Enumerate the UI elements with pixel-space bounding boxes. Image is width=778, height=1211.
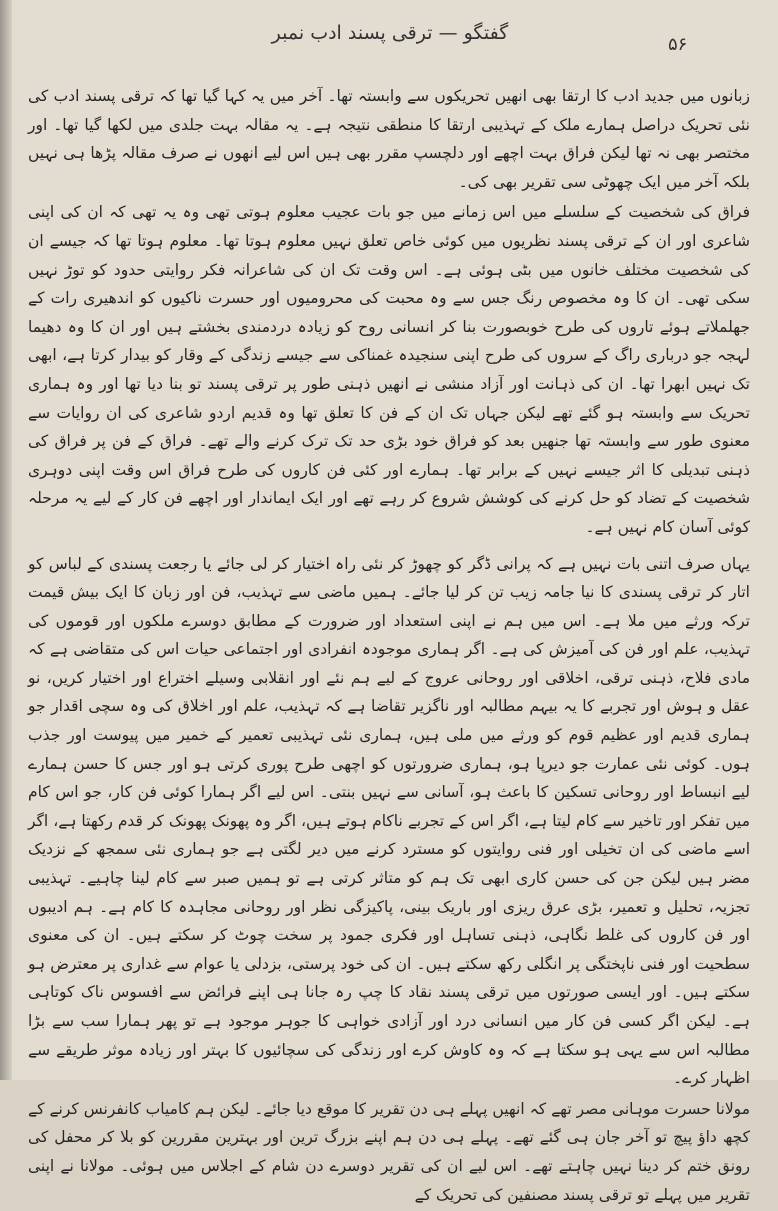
page-binding-shadow bbox=[0, 0, 12, 1080]
paragraph: فراق کی شخصیت کے سلسلے میں اس زمانے میں جو بات عجیب معلوم ہوتی تھی وہ یہ تھی کہ ان کی اپنی شاعری اور ان کے ترقی پسند نظریوں میں کوئی خاص تعلق نہیں معلوم ہوتا تھا۔ معلوم ہوتا تھا کہ جیسے ان کی شخصیت مختلف خانوں میں بٹی ہوئی ہے۔ اس وقت تک ان کی شاعرانہ فکر روایتی حدود کو توڑ نہیں سکی تھی۔ ان کا وہ مخصوص رنگ جس سے وہ محبت کی محرومیوں اور حسرت ناکیوں کو اندھیری رات کے جھلملاتے ہوئے تاروں کی طرح خوبصورت بنا کر انسانی روح کو زیادہ دردمندی بخشتے ہیں اور ان کا وہ دھیما لہجہ جو درباری راگ کے سروں کی طرح اپنی سنجیدہ غمناکی سے جیسے زندگی کے وقار کو بیدار کرتا ہے، ابھی تک نہیں ابھرا تھا۔ ان کی ذہانت اور آزاد منشی نے انھیں ذہنی طور پر ترقی پسند تو بنا دیا تھا اور وہ ہماری تحریک سے وابستہ ہو گئے تھے لیکن جہاں تک ان کے فن کا تعلق تھا وہ قدیم اردو شاعری کی ان روایات سے معنوی طور سے وابستہ تھا جنھیں بعد کو فراق خود بڑی حد تک ترک کرنے والے تھے۔ فراق کے فن پر فراق کی ذہنی تبدیلی کا اثر جیسے نہیں کے برابر تھا۔ ہمارے اور کئی فن کاروں کی طرح فراق اس وقت اپنی دوہری شخصیت کے تضاد کو حل کرنے کی کوشش شروع کر رہے تھے اور ایک ایماندار اور اچھے فن کار کے لیے یہ مرحلہ کوئی آسان کام نہیں ہے۔ bbox=[28, 203, 750, 536]
page-header bbox=[0, 22, 778, 58]
paragraph: مولانا حسرت موہانی مصر تھے کہ انھیں پہلے ہی دن تقریر کا موقع دیا جائے۔ لیکن ہم کامیاب کانفرنس کرنے کے کچھ داؤ پیچ تو آخر جان ہی گئے تھے۔ پہلے ہی دن ہم اپنے بزرگ ترین اور بہترین مقررین کو بلا کر محفل کی رونق ختم کر دینا نہیں چاہتے تھے۔ اس لیے ان کی تقریر دوسرے دن شام کے اجلاس میں ہوئی۔ مولانا نے اپنی تقریر میں پہلے تو ترقی پسند مصنفین کی تحریک کے bbox=[28, 1099, 750, 1204]
running-title: گفتگو — ترقی پسند ادب نمبر bbox=[271, 22, 509, 44]
body-text bbox=[28, 82, 750, 1211]
paragraph: یہاں صرف اتنی بات نہیں ہے کہ پرانی ڈگر کو چھوڑ کر نئی راہ اختیار کر لی جائے یا رجعت پسندی کے لباس کو اتار کر ترقی پسندی کا نیا جامہ زیب تن کر لیا جائے۔ ہمیں ماضی سے تہذیب، فن اور زبان کا ایک بیش قیمت ترکہ ورثے میں ملا ہے۔ اس میں ہم نے اپنی استعداد اور ضرورت کے مطابق دوسرے ملکوں اور قوموں کی تہذیب، علم اور فن کی آمیزش کی ہے۔ اگر ہماری موجودہ انفرادی اور اجتماعی حیات اس کی متقاضی ہے کہ مادی فلاح، ذہنی ترقی، اخلاقی اور روحانی عروج کے لیے ہم نئے اور انقلابی وسیلے اختراع اور اختیار کریں، نو عقل و ہوش اور تجربے کا یہ بیہم مطالبہ اور ناگزیر تقاضا ہے کہ تہذیب، علم اور اخلاق کی وہ سچی اقدار جو ہماری قدیم اور عظیم قوم کو ورثے میں ملی ہیں، ہماری نئی تہذیبی تعمیر کے خمیر میں پیوست اور جذب ہوں۔ کوئی نئی عمارت جو دیرپا ہو، ہماری ضرورتوں کو اچھی طرح پوری کرتی ہو اور جس کا حسن ہمارے لیے انبساط اور روحانی تسکین کا باعث ہو، آسانی سے نہیں بنتی۔ اس لیے اگر ہمارا کوئی فن کار، جو اس کام میں تفکر اور تاخیر سے کام لیتا ہے، اگر اس کے تجربے ناکام ہوتے ہیں، اگر وہ پھونک پھونک کر قدم رکھتا ہے، اگر اسے ماضی کی ان تخیلی اور فنی روایتوں کو مسترد کرنے میں دیر لگتی ہے جو ہماری نئی سمجھ کے نزدیک مضر ہیں لیکن جن کی حسن کاری ابھی تک ہم کو متاثر کرتی ہے تو ہمیں صبر سے کام لینا چاہیے۔ تہذیبی تجزیہ، تحلیل و تعمیر، بڑی عرق ریزی اور باریک بینی، پاکیزگی نظر اور روحانی مجاہدہ کا کام ہے۔ ہم ادیبوں اور فن کاروں کی غلط نگاہی، ذہنی تساہل اور فکری جمود پر سخت چوٹ کر سکتے ہیں۔ ان کی معنوی سطحیت اور فنی ناپختگی پر انگلی رکھ سکتے ہیں۔ ان کی خود پرستی، بزدلی یا عوام سے غداری پر معترض ہو سکتے ہیں۔ اور ایسی صورتوں میں ترقی پسند نقاد کا چپ رہ جانا ہی اپنے فرائض سے افسوس ناک کوتاہی ہے۔ لیکن اگر کسی فن کار میں انسانی درد اور آزادی خواہی کا جوہر موجود ہے تو پھر ہمارا سب سے بڑا مطالبہ اس سے یہی ہو سکتا ہے کہ وہ کاوش کرے اور زندگی کی سچائیوں کا بہتر اور زیادہ موثر طریقے سے اظہار کرے۔ bbox=[28, 554, 750, 1088]
page-number: ۵۶ bbox=[668, 34, 688, 55]
paragraph: زبانوں میں جدید ادب کا ارتقا بھی انھیں تحریکوں سے وابستہ تھا۔ آخر میں یہ کہا گیا تھا کہ ترقی پسند ادب کی نئی تحریک دراصل ہمارے ملک کے تہذیبی ارتقا کا منطقی نتیجہ ہے۔ یہ مقالہ بہت جلدی میں لکھا گیا تھا۔ اور مختصر بھی نہ تھا لیکن فراق بہت اچھے اور دلچسپ مقرر بھی ہیں اس لیے انھوں نے صرف مقالہ پڑھا ہی نہیں بلکہ آخر میں ایک چھوٹی سی تقریر بھی کی۔ bbox=[28, 87, 750, 191]
